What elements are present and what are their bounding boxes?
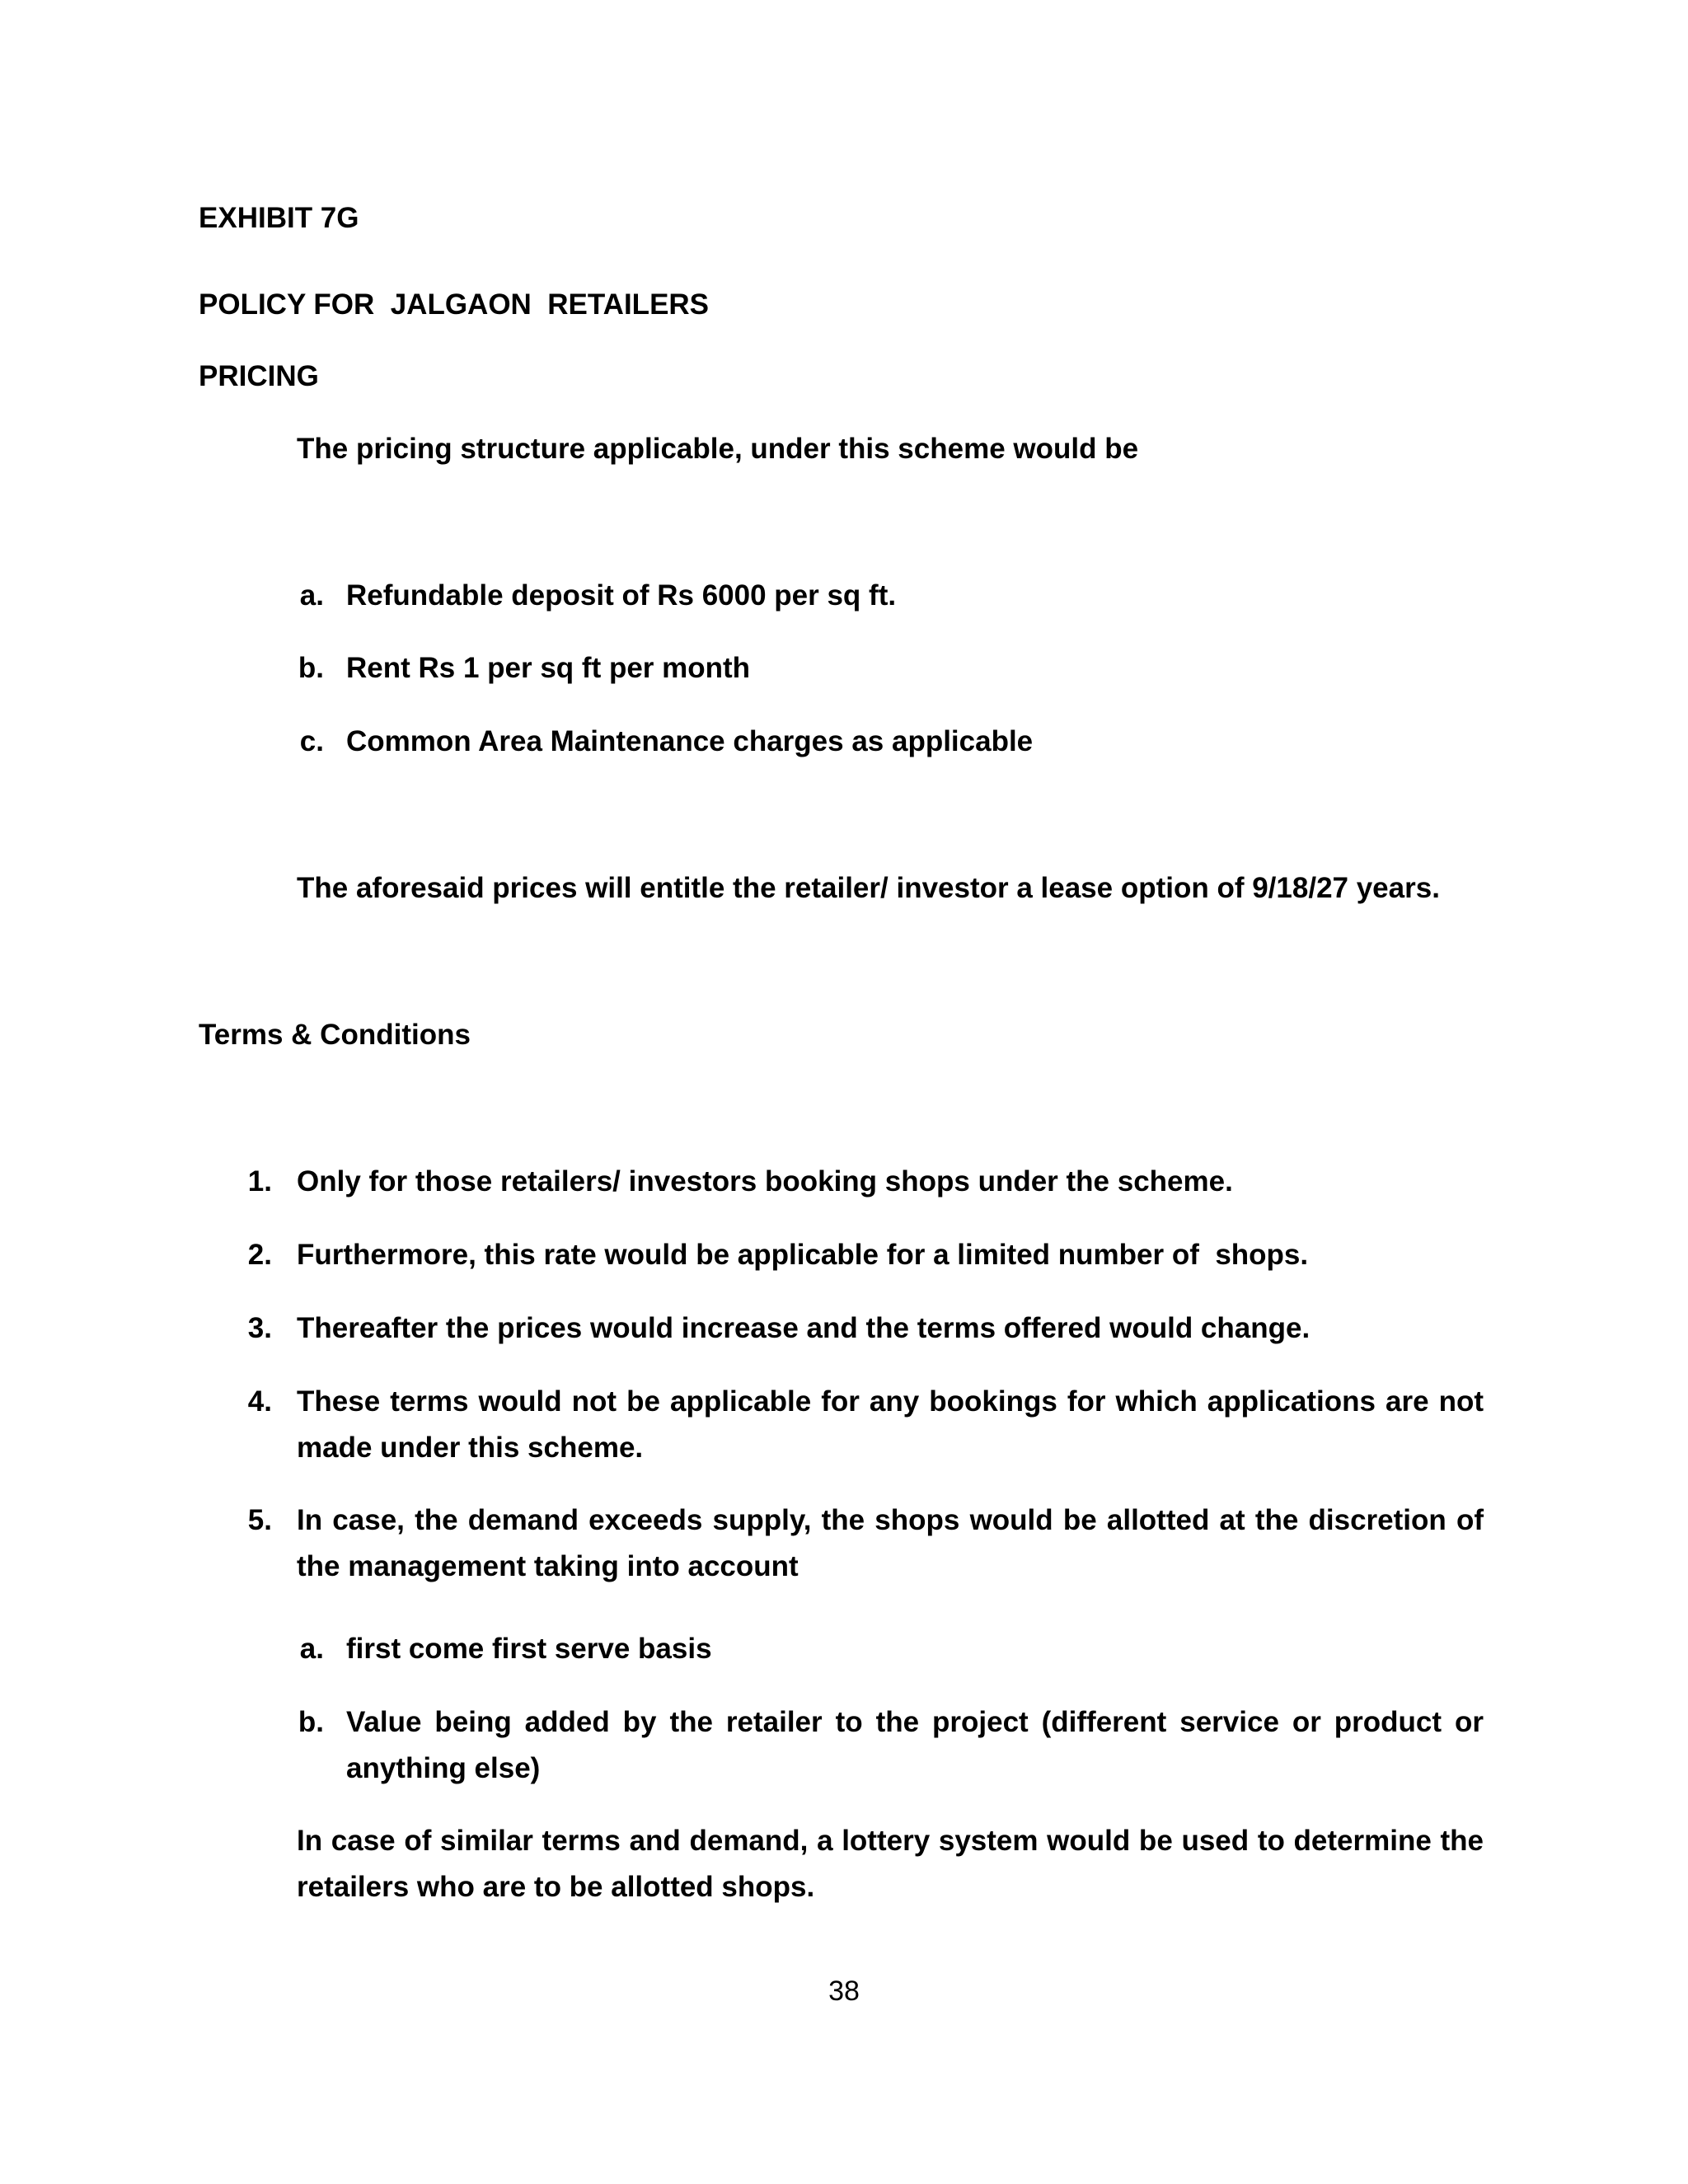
list-item-text: Only for those retailers/ investors booking shops under the scheme. xyxy=(297,1165,1233,1197)
list-marker: 5. xyxy=(247,1504,272,1536)
list-item-text: Rent Rs 1 per sq ft per month xyxy=(346,652,751,684)
list-marker: 2. xyxy=(247,1239,272,1271)
list-item-text: Common Area Maintenance charges as applicable xyxy=(346,725,1034,757)
list-item-text: Thereafter the prices would increase and the terms offered would change. xyxy=(297,1312,1311,1344)
list-marker: b. xyxy=(298,652,324,684)
exhibit-label: EXHIBIT 7G xyxy=(199,202,359,234)
pricing-heading: PRICING xyxy=(199,360,319,392)
page-number: 38 xyxy=(828,1975,860,2007)
lottery-note: In case of similar terms and demand, a lottery system would be used to determine the retailers who are to be allotted shops. xyxy=(297,1825,1484,1903)
list-marker: c. xyxy=(299,725,324,757)
list-item-text: Furthermore, this rate would be applicable for a limited number of shops. xyxy=(297,1239,1309,1271)
terms-heading: Terms & Conditions xyxy=(199,1019,471,1051)
pricing-note: The aforesaid prices will entitle the retailer/ investor a lease option of 9/18/27 years. xyxy=(297,872,1440,904)
list-item-text: Value being added by the retailer to the project (different service or product or anything else) xyxy=(346,1706,1484,1784)
list-item-text: In case, the demand exceeds supply, the shops would be allotted at the discretion of the management taking into account xyxy=(297,1504,1484,1582)
list-item-text: These terms would not be applicable for any bookings for which applications are not made under this scheme. xyxy=(297,1385,1484,1464)
list-marker: b. xyxy=(298,1706,324,1738)
pricing-intro: The pricing structure applicable, under this scheme would be xyxy=(297,433,1139,465)
list-marker: 3. xyxy=(247,1312,272,1344)
list-marker: a. xyxy=(299,579,324,612)
list-marker: 4. xyxy=(247,1385,272,1418)
list-item-text: Refundable deposit of Rs 6000 per sq ft. xyxy=(346,579,897,612)
list-item-text: first come first serve basis xyxy=(346,1633,712,1665)
policy-title: POLICY FOR JALGAON RETAILERS xyxy=(199,288,710,321)
list-marker: 1. xyxy=(247,1165,272,1197)
list-marker: a. xyxy=(299,1633,324,1665)
